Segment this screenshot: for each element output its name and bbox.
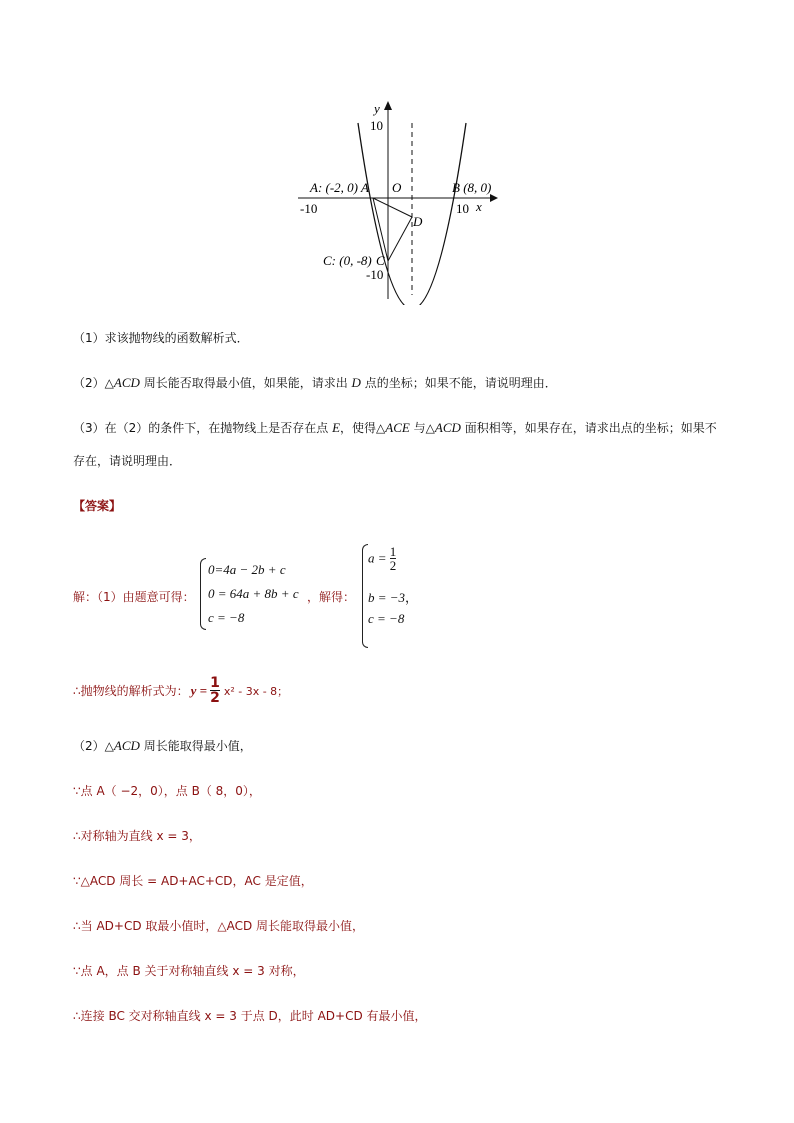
answer-line-6 — [73, 962, 305, 979]
answer-header-text: 【答案】 — [73, 499, 122, 513]
point-a-tag: A — [361, 180, 369, 195]
answer-line-7 — [73, 1007, 427, 1024]
question-1-text: （1）求该抛物线的函数解析式． — [73, 331, 249, 345]
solution-prefix-text: 解：（1）由题意可得： — [73, 590, 195, 604]
point-b-label: B (8, 0) — [452, 180, 492, 195]
result-c: c = −8 — [368, 611, 405, 626]
x-axis-label: x — [476, 199, 482, 214]
parabola-y: y = — [190, 682, 208, 698]
y-tick-neg10: -10 — [366, 267, 384, 282]
q2-mid: 周长能否取得最小值，如果能，请求出 — [139, 376, 352, 390]
answer-line-4-text: ∵△ACD 周长 = AD+AC+CD，AC 是定值， — [73, 874, 313, 888]
result-a — [368, 545, 396, 572]
answer-header — [73, 497, 121, 514]
result-a-lhs: a = — [368, 550, 387, 566]
q3-mid1: ，使得△ — [340, 421, 386, 435]
point-c-tag: C — [376, 253, 385, 268]
answer-line-5-text: ∴当 AD+CD 取最小值时，△ACD 周长能取得最小值， — [73, 919, 365, 933]
answer-line-3-text: ∴对称轴为直线 x = 3， — [73, 829, 201, 843]
answer-line-2-text: ∵点 A（ −2，0），点 B（ 8，0）， — [73, 784, 261, 798]
answer-line-7-text: ∴连接 BC 交对称轴直线 x = 3 于点 D，此时 AD+CD 有最小值， — [73, 1009, 427, 1023]
answer-line-6-text: ∵点 A，点 B 关于对称轴直线 x = 3 对称， — [73, 964, 305, 978]
parabola-pre: ∴抛物线的解析式为： — [73, 684, 189, 698]
equation-2: 0 = 64a + 8b + c — [208, 586, 299, 601]
q3-acd: ACD — [434, 420, 461, 435]
q2-acd: ACD — [113, 375, 140, 390]
point-d-label: D — [413, 214, 423, 229]
x-tick-neg10: -10 — [300, 201, 318, 216]
x-tick-10: 10 — [456, 201, 469, 216]
q3-e: E — [332, 420, 341, 435]
parabola-fraction — [210, 676, 220, 705]
segment-ac — [373, 198, 388, 261]
y-tick-10: 10 — [370, 118, 383, 133]
parabola-graph — [290, 95, 520, 305]
parabola-post: x² - 3x - 8； — [223, 684, 289, 698]
result-a-fraction — [390, 545, 397, 572]
q2-post: 点的坐标；如果不能，请说明理由． — [360, 376, 557, 390]
y-axis-label: y — [374, 101, 380, 116]
system-brace — [200, 558, 206, 630]
answer-line-1-acd: ACD — [113, 738, 140, 753]
answer-line-4 — [73, 872, 313, 889]
parabola-num: 1 — [210, 675, 220, 691]
equation-1: 0=4a − 2b + c — [208, 562, 286, 577]
question-2 — [73, 374, 557, 391]
q3-post: 面积相等，如果存在，请求出点的坐标；如果不 — [460, 421, 717, 435]
solve-separator — [307, 588, 355, 605]
q3-pre: （3）在（2）的条件下，在抛物线上是否存在点 — [73, 421, 333, 435]
question-3 — [73, 419, 717, 436]
q3-line2: 存在，请说明理由． — [73, 454, 182, 468]
parabola-den: 2 — [210, 690, 220, 706]
q3-ace: ACE — [385, 420, 410, 435]
q2-d: D — [351, 375, 361, 390]
segment-ad — [373, 198, 412, 217]
segment-cd — [388, 217, 412, 261]
point-c-label: C: (0, -8) — [323, 253, 372, 268]
result-b-text: b = −3 — [368, 590, 406, 605]
answer-line-1-post: 周长能取得最小值， — [139, 739, 252, 753]
answer-line-2 — [73, 782, 261, 799]
answer-line-3 — [73, 827, 201, 844]
solve-separator-text: ，解得： — [307, 590, 356, 604]
point-a-label: A: (-2, 0) — [310, 180, 359, 195]
solution-prefix — [73, 588, 195, 605]
result-b-comma: ， — [405, 590, 419, 605]
question-3-line2 — [73, 452, 181, 469]
q2-pre: （2）△ — [73, 376, 114, 390]
result-a-num: 1 — [389, 544, 397, 559]
q3-mid2: 与△ — [409, 421, 435, 435]
result-b — [368, 587, 418, 606]
x-axis-arrow — [490, 194, 498, 202]
answer-line-1 — [73, 737, 252, 754]
equation-3: c = −8 — [208, 610, 245, 625]
y-axis-arrow — [384, 101, 392, 110]
answer-line-1-pre: （2）△ — [73, 739, 114, 753]
answer-line-5 — [73, 917, 364, 934]
parabola-expression — [73, 676, 288, 705]
result-a-den: 2 — [389, 558, 397, 573]
origin-label: O — [392, 180, 402, 195]
question-1 — [73, 329, 249, 346]
